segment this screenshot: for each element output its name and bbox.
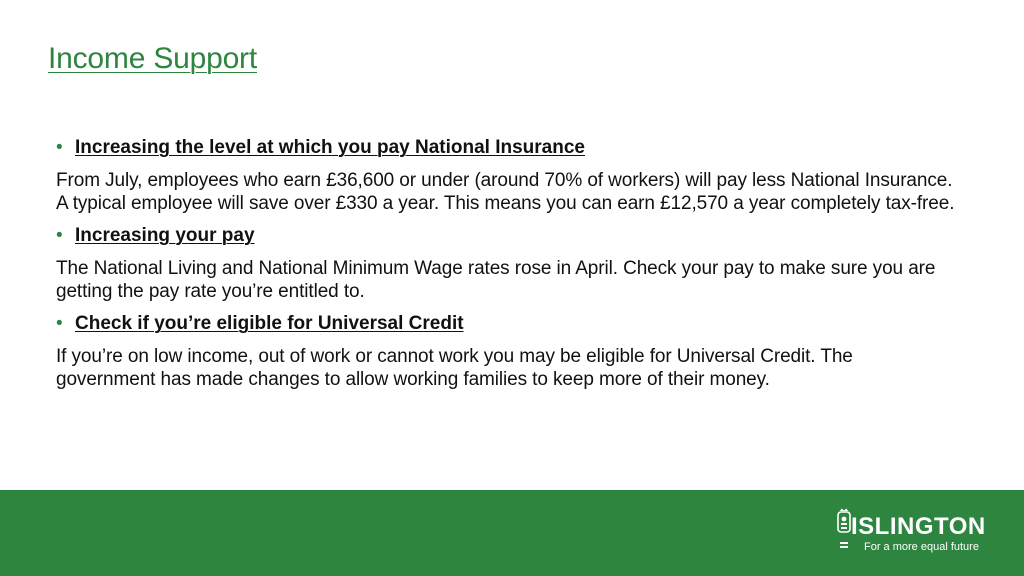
section-body-increasing-pay: The National Living and National Minimum Wage rates rose in April. Check your pay to make sure you are getting the pay rate you’re entitled to. <box>56 258 936 302</box>
slide-title: Income Support <box>48 42 257 75</box>
bullet-icon: • <box>56 137 63 158</box>
bullet-heading-increasing-pay <box>56 224 956 248</box>
bullet-icon: • <box>56 225 63 246</box>
section-heading: Increasing the level at which you pay National Insurance <box>75 137 585 158</box>
islington-logo <box>834 506 1004 558</box>
bullet-heading-universal-credit <box>56 312 956 336</box>
logo-name: ISLINGTON <box>851 513 986 540</box>
slide-content <box>56 136 956 400</box>
section-heading: Check if you’re eligible for Universal Credit <box>75 313 464 334</box>
section-heading: Increasing your pay <box>75 225 255 246</box>
logo-tagline: For a more equal future <box>864 541 979 553</box>
section-body-national-insurance: From July, employees who earn £36,600 or under (around 70% of workers) will pay less National Insurance. A typical employee will save over £330 a year. This means you can earn £12,570 a year completely tax-free. <box>56 170 955 214</box>
section-body-universal-credit: If you’re on low income, out of work or cannot work you may be eligible for Universal Credit. The government has made changes to allow working families to keep more of their money. <box>56 346 853 390</box>
bullet-heading-national-insurance <box>56 136 956 160</box>
bullet-icon: • <box>56 313 63 334</box>
